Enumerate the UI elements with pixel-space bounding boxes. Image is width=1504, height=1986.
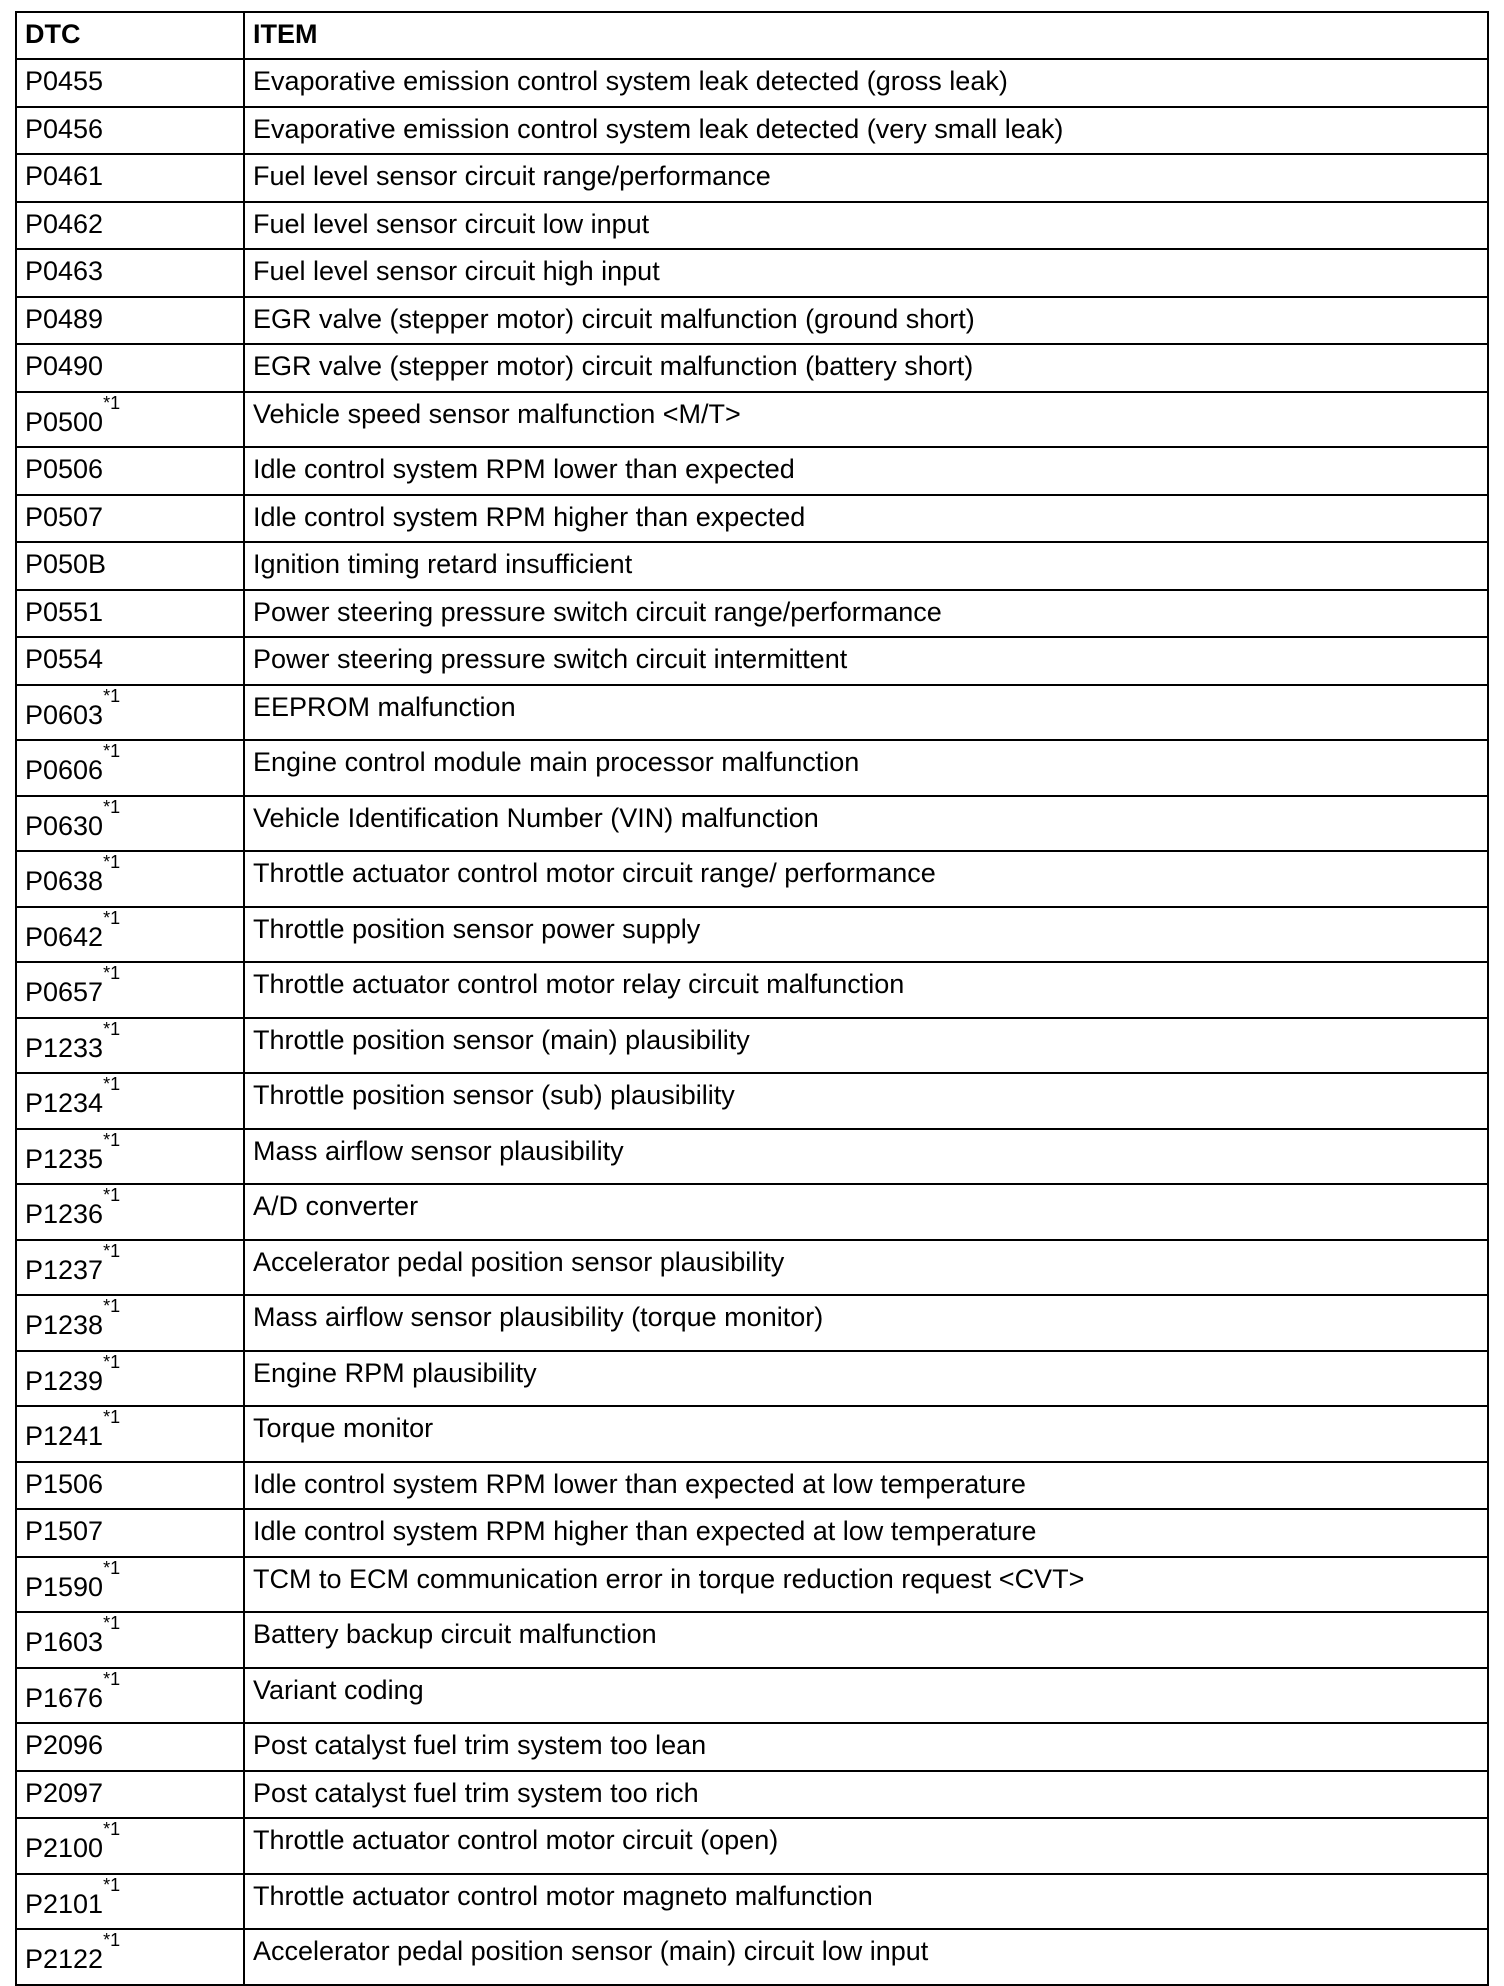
footnote-marker: *1 [103,1930,121,1950]
footnote-marker: *1 [103,852,121,872]
footnote-marker: *1 [103,1185,121,1205]
item-description: Throttle actuator control motor relay circuit malfunction [244,962,1488,1018]
item-description: Mass airflow sensor plausibility (torque monitor) [244,1295,1488,1351]
dtc-cell [16,495,244,543]
dtc-code: P0490 [25,351,104,381]
footnote-marker: *1 [103,392,121,413]
table-row [16,637,1488,685]
table-row [16,851,1488,907]
table-row [16,685,1488,741]
item-description: Post catalyst fuel trim system too lean [244,1723,1488,1771]
dtc-code: P0657 [25,977,104,1007]
item-description: Throttle actuator control motor magneto malfunction [244,1874,1488,1930]
dtc-code: P0462 [25,208,104,239]
table-row [16,1351,1488,1407]
item-description: Vehicle speed sensor malfunction <M/T> [244,392,1488,448]
item-description: A/D converter [244,1184,1488,1240]
dtc-code: P1238 [25,1310,104,1340]
footnote-marker: *1 [103,796,121,817]
item-description: Throttle position sensor (sub) plausibility [244,1073,1488,1129]
item-description: Idle control system RPM higher than expected at low temperature [244,1509,1488,1557]
dtc-code: P1676 [25,1682,104,1713]
footnote-marker: *1 [103,741,121,761]
dtc-code: P1507 [25,1516,104,1546]
footnote-marker: *1 [103,907,121,928]
dtc-code: P1236 [25,1199,104,1229]
table-row [16,1818,1488,1874]
table-row [16,1929,1488,1985]
item-description: Power steering pressure switch circuit intermittent [244,637,1488,685]
dtc-code: P1603 [25,1627,104,1657]
dtc-cell [16,685,244,741]
table-row [16,796,1488,852]
dtc-cell [16,1129,244,1185]
dtc-code: P2097 [25,1777,104,1808]
table-row [16,297,1488,345]
table-row [16,1557,1488,1613]
item-description: Accelerator pedal position sensor plausibility [244,1240,1488,1296]
table-row [16,392,1488,448]
dtc-cell [16,1612,244,1668]
dtc-cell [16,1818,244,1874]
dtc-cell [16,447,244,495]
dtc-cell [16,392,244,448]
table-row [16,495,1488,543]
footnote-marker: *1 [103,1296,121,1316]
dtc-code: P1241 [25,1421,104,1451]
table-row [16,107,1488,155]
dtc-code: P0554 [25,644,104,674]
dtc-code: P050B [25,549,107,579]
item-description: Throttle position sensor power supply [244,907,1488,963]
item-description: EGR valve (stepper motor) circuit malfunction (ground short) [244,297,1488,345]
dtc-code: P0456 [25,113,104,144]
dtc-cell [16,249,244,297]
item-description: Vehicle Identification Number (VIN) malfunction [244,796,1488,852]
footnote-marker: *1 [103,1407,121,1427]
item-description: Mass airflow sensor plausibility [244,1129,1488,1185]
item-description: Idle control system RPM higher than expected [244,495,1488,543]
dtc-cell [16,1240,244,1296]
dtc-cell [16,344,244,392]
dtc-code: P0489 [25,303,104,334]
item-description: Throttle position sensor (main) plausibility [244,1018,1488,1074]
table-row [16,1668,1488,1724]
table-row [16,590,1488,638]
dtc-cell [16,637,244,685]
dtc-cell [16,1668,244,1724]
footnote-marker: *1 [103,1240,121,1261]
dtc-cell [16,59,244,107]
item-description: Post catalyst fuel trim system too rich [244,1771,1488,1819]
dtc-code: P2101 [25,1888,104,1919]
dtc-cell [16,962,244,1018]
table-row [16,1129,1488,1185]
table-row [16,1874,1488,1930]
item-description: Fuel level sensor circuit low input [244,202,1488,250]
dtc-cell [16,851,244,907]
table-row [16,1612,1488,1668]
footnote-marker: *1 [103,1613,121,1633]
table-row [16,1073,1488,1129]
table-row [16,1406,1488,1462]
dtc-cell [16,542,244,590]
table-row [16,1771,1488,1819]
dtc-code: P2096 [25,1730,104,1760]
dtc-cell [16,590,244,638]
item-description: Evaporative emission control system leak detected (very small leak) [244,107,1488,155]
item-description: Fuel level sensor circuit range/performance [244,154,1488,202]
table-row [16,1018,1488,1074]
dtc-cell [16,1723,244,1771]
footnote-marker: *1 [103,685,121,706]
footnote-marker: *1 [103,1874,121,1895]
item-description: Engine RPM plausibility [244,1351,1488,1407]
dtc-code: P0603 [25,699,104,730]
dtc-cell [16,796,244,852]
dtc-cell [16,1184,244,1240]
table-row [16,740,1488,796]
footnote-marker: *1 [103,1351,121,1372]
table-row [16,1509,1488,1557]
footnote-marker: *1 [103,1018,121,1039]
table-row [16,249,1488,297]
footnote-marker: *1 [103,1129,121,1150]
table-row [16,1723,1488,1771]
dtc-cell [16,1509,244,1557]
dtc-code: P0507 [25,501,104,532]
dtc-cell [16,1929,244,1985]
dtc-code: P0551 [25,596,104,627]
dtc-table [15,11,1489,1986]
table-row [16,1462,1488,1510]
item-description: Power steering pressure switch circuit range/performance [244,590,1488,638]
dtc-cell [16,1874,244,1930]
item-description: TCM to ECM communication error in torque reduction request <CVT> [244,1557,1488,1613]
dtc-cell [16,1295,244,1351]
table-row [16,1295,1488,1351]
dtc-cell [16,107,244,155]
item-description: Accelerator pedal position sensor (main) circuit low input [244,1929,1488,1985]
dtc-code: P1506 [25,1468,104,1499]
dtc-cell [16,202,244,250]
dtc-code: P1234 [25,1088,104,1118]
table-header-row [16,12,1488,59]
item-description: Variant coding [244,1668,1488,1724]
dtc-code: P0630 [25,810,104,841]
table-row [16,344,1488,392]
footnote-marker: *1 [103,963,121,983]
item-description: EEPROM malfunction [244,685,1488,741]
table-row [16,542,1488,590]
item-description: Throttle actuator control motor circuit (open) [244,1818,1488,1874]
dtc-code: P1235 [25,1143,104,1174]
dtc-code: P0638 [25,866,104,896]
footnote-marker: *1 [103,1074,121,1094]
dtc-code: P1233 [25,1032,104,1063]
dtc-code: P0506 [25,454,104,484]
footnote-marker: *1 [103,1668,121,1689]
header-dtc: DTC [16,12,244,59]
table-row [16,154,1488,202]
table-row [16,202,1488,250]
dtc-code: P0461 [25,161,104,191]
table-row [16,59,1488,107]
item-description: Throttle actuator control motor circuit range/ performance [244,851,1488,907]
dtc-cell [16,297,244,345]
table-row [16,907,1488,963]
item-description: Battery backup circuit malfunction [244,1612,1488,1668]
item-description: Evaporative emission control system leak detected (gross leak) [244,59,1488,107]
table-row [16,962,1488,1018]
table-row [16,1240,1488,1296]
dtc-code: P1239 [25,1365,104,1396]
dtc-cell [16,740,244,796]
dtc-cell [16,1073,244,1129]
dtc-cell [16,1771,244,1819]
footnote-marker: *1 [103,1819,121,1839]
dtc-cell [16,1351,244,1407]
item-description: Fuel level sensor circuit high input [244,249,1488,297]
dtc-code: P2122 [25,1944,104,1974]
dtc-code: P0463 [25,256,104,286]
dtc-code: P1590 [25,1571,104,1602]
header-item: ITEM [244,12,1488,59]
table-row [16,447,1488,495]
dtc-code: P1237 [25,1254,104,1285]
footnote-marker: *1 [103,1557,121,1578]
dtc-code: P0500 [25,406,104,437]
item-description: EGR valve (stepper motor) circuit malfunction (battery short) [244,344,1488,392]
dtc-cell [16,1462,244,1510]
dtc-cell [16,154,244,202]
item-description: Engine control module main processor malfunction [244,740,1488,796]
dtc-cell [16,1406,244,1462]
dtc-cell [16,1557,244,1613]
dtc-code: P0606 [25,755,104,785]
dtc-code: P2100 [25,1833,104,1863]
item-description: Idle control system RPM lower than expected [244,447,1488,495]
dtc-cell [16,1018,244,1074]
item-description: Idle control system RPM lower than expected at low temperature [244,1462,1488,1510]
item-description: Ignition timing retard insufficient [244,542,1488,590]
item-description: Torque monitor [244,1406,1488,1462]
dtc-cell [16,907,244,963]
table-row [16,1184,1488,1240]
dtc-code: P0642 [25,921,104,952]
dtc-code: P0455 [25,66,104,96]
